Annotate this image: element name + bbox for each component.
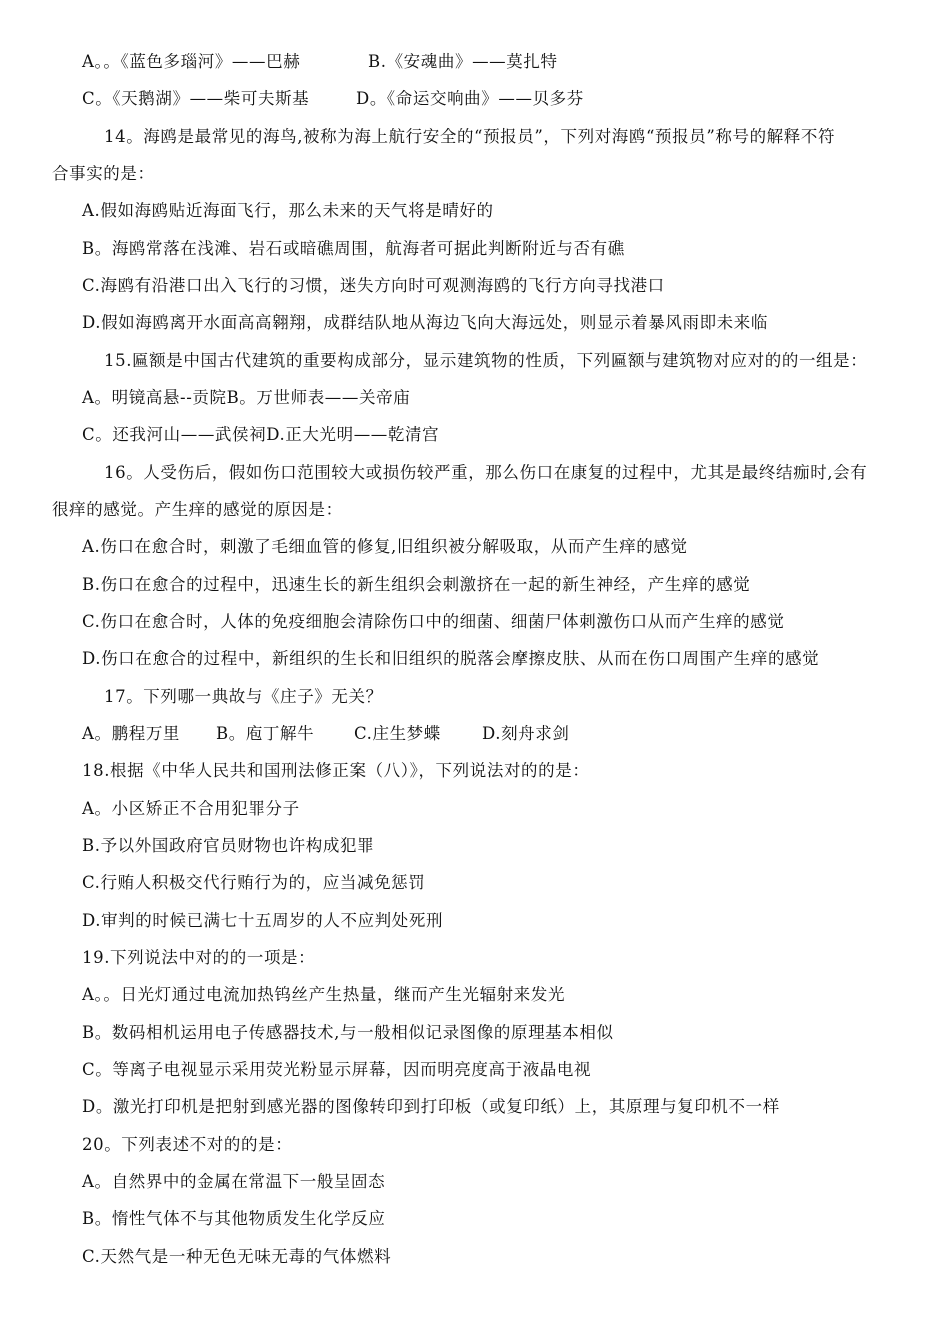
option-a: A。。日光灯通过电流加热钨丝产生热量，继而产生光辐射来发光 (82, 985, 566, 1004)
option-a: A。鹏程万里 (82, 724, 181, 743)
options-row (82, 51, 558, 73)
option-d: D。《命运交响曲》——贝多芬 (356, 89, 584, 108)
option-b: B。庖丁解牛 (216, 724, 315, 743)
option-c: C.行贿人积极交代行贿行为的，应当减免惩罚 (82, 873, 426, 892)
question-16: 16。人受伤后，假如伤口范围较大或损伤较严重，那么伤口在康复的过程中，尤其是最终结痂时,会有 (104, 463, 868, 482)
option-c: C.伤口在愈合时，人体的免疫细胞会清除伤口中的细菌、细菌尸体刺激伤口从而产生痒的感觉 (82, 612, 785, 631)
option-c: C。《天鹅湖》——柴可夫斯基 (82, 89, 310, 108)
option-c: C.海鸥有沿港口出入飞行的习惯，迷失方向时可观测海鸥的飞行方向寻找港口 (82, 276, 665, 295)
option-d: D.假如海鸥离开水面高高翱翔，成群结队地从海边飞向大海远处，则显示着暴风雨即未来临 (82, 313, 768, 332)
question-14: 14。海鸥是最常见的海鸟,被称为海上航行安全的“预报员”，下列对海鸥“预报员”称号的解释不符 (104, 127, 836, 146)
option-a: A。小区矫正不合用犯罪分子 (82, 799, 300, 818)
option-b: B。数码相机运用电子传感器技术,与一般相似记录图像的原理基本相似 (82, 1023, 614, 1042)
option-d: D.审判的时候已满七十五周岁的人不应判处死刑 (82, 911, 444, 930)
option-d: D.伤口在愈合的过程中，新组织的生长和旧组织的脱落会摩擦皮肤、从而在伤口周围产生痒的感觉 (82, 649, 820, 668)
question-20: 20。下列表述不对的的是： (82, 1135, 293, 1154)
options-cd: C。还我河山——武侯祠D.正大光明——乾清宫 (82, 425, 440, 444)
option-a: A。自然界中的金属在常温下一般呈固态 (82, 1172, 386, 1191)
option-c: C.庄生梦蝶 (354, 724, 441, 743)
option-c: C.天然气是一种无色无味无毒的气体燃料 (82, 1247, 392, 1266)
question-15: 15.匾额是中国古代建筑的重要构成部分，显示建筑物的性质，下列匾额与建筑物对应对的的一组是： (104, 351, 868, 370)
option-b: B.《安魂曲》——莫扎特 (368, 52, 558, 71)
options-row (82, 723, 570, 745)
options-ab: A。明镜高悬--贡院B。万世师表——关帝庙 (82, 388, 411, 407)
option-b: B。惰性气体不与其他物质发生化学反应 (82, 1209, 386, 1228)
question-19: 19.下列说法中对的的一项是： (82, 948, 316, 967)
option-d: D。激光打印机是把射到感光器的图像转印到打印板（或复印纸）上，其原理与复印机不一样 (82, 1097, 780, 1116)
question-17: 17。下列哪一典故与《庄子》无关？ (104, 687, 383, 706)
question-14-continued: 合事实的是： (52, 164, 155, 183)
question-18: 18.根据《中华人民共和国刑法修正案（八）》，下列说法对的的是： (82, 761, 590, 780)
option-b: B。海鸥常落在浅滩、岩石或暗礁周围，航海者可据此判断附近与否有礁 (82, 239, 625, 258)
option-b: B.伤口在愈合的过程中，迅速生长的新生组织会刺激挤在一起的新生神经，产生痒的感觉 (82, 575, 751, 594)
option-b: B.予以外国政府官员财物也许构成犯罪 (82, 836, 375, 855)
option-c: C。等离子电视显示采用荧光粉显示屏幕，因而明亮度高于液晶电视 (82, 1060, 592, 1079)
option-d: D.刻舟求剑 (482, 724, 570, 743)
option-a: A。。《蓝色多瑙河》——巴赫 (82, 52, 301, 71)
options-row (82, 88, 584, 110)
option-a: A.伤口在愈合时，刺激了毛细血管的修复,旧组织被分解吸取，从而产生痒的感觉 (82, 537, 688, 556)
option-a: A.假如海鸥贴近海面飞行，那么未来的天气将是晴好的 (82, 201, 494, 220)
question-16-continued: 很痒的感觉。产生痒的感觉的原因是： (52, 500, 343, 519)
